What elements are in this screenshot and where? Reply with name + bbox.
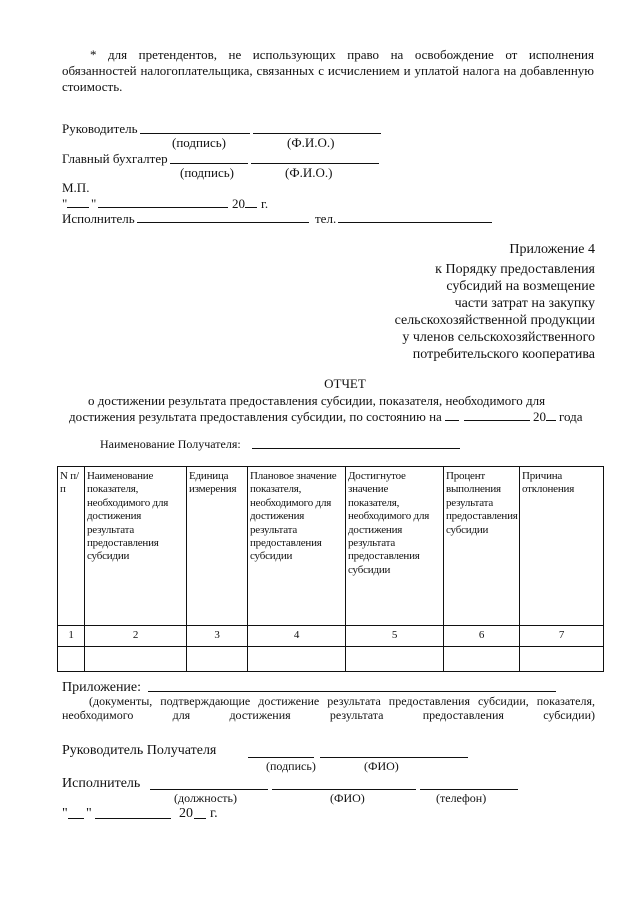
column-header: Наименование показателя, необходимого для достижения результата предоставления субсидии — [85, 467, 187, 626]
table-header-row — [58, 467, 604, 626]
appendix-line: сельскохозяйственной продукции — [394, 313, 595, 328]
table-cell[interactable] — [520, 647, 604, 672]
footer-date-year-suffix: г. — [210, 806, 218, 821]
recipient-line[interactable] — [252, 448, 460, 449]
column-number: 1 — [58, 626, 85, 647]
column-number: 5 — [346, 626, 444, 647]
column-header: Процент выполнения результата предоставления субсидии — [444, 467, 520, 626]
phone-line[interactable] — [338, 222, 492, 223]
table-cell[interactable] — [248, 647, 346, 672]
report-date-day-line[interactable] — [445, 420, 459, 421]
accountant-fio-caption: (Ф.И.О.) — [285, 165, 333, 180]
report-date-year-line[interactable] — [546, 420, 556, 421]
footer-date-quote-open: " — [62, 806, 68, 821]
executor-fio-caption: (ФИО) — [330, 791, 365, 805]
column-number: 6 — [444, 626, 520, 647]
recipient-head-fio-caption: (ФИО) — [364, 759, 399, 773]
head-signature-caption: (подпись) — [172, 135, 226, 150]
accountant-signature-caption: (подпись) — [180, 165, 234, 180]
date-quote-close: " — [91, 196, 97, 211]
appendix-line: части затрат на закупку — [454, 296, 595, 311]
executor-label: Исполнитель — [62, 211, 135, 226]
table-cell[interactable] — [346, 647, 444, 672]
column-number: 7 — [520, 626, 604, 647]
head-signature-line[interactable] — [140, 133, 250, 134]
column-header: Единица измерения — [187, 467, 248, 626]
footer-date-day-line[interactable] — [68, 818, 84, 819]
appendix-line: у членов сельскохозяйственного — [402, 330, 595, 345]
accountant-signature-line[interactable] — [170, 163, 248, 164]
date-year-prefix: 20 — [232, 196, 245, 211]
report-subtitle-line2: достижения результата предоставления субсидии, по состоянию на — [69, 409, 442, 424]
column-header: Достигнутое значение показателя, необходимого для достижения результата предоставления субсидии — [346, 467, 444, 626]
table-cell[interactable] — [58, 647, 85, 672]
report-table — [57, 466, 604, 672]
footer-date-month-line[interactable] — [95, 818, 171, 819]
attachment-label: Приложение: — [62, 680, 142, 695]
head-fio-line[interactable] — [253, 133, 381, 134]
appendix-line: потребительского кооператива — [412, 347, 595, 362]
report-title: ОТЧЕТ — [324, 376, 366, 391]
table-cell[interactable] — [444, 647, 520, 672]
date-month-line[interactable] — [98, 207, 228, 208]
head-fio-caption: (Ф.И.О.) — [287, 135, 335, 150]
attachment-note: (документы, подтверждающие достижение результата предоставления субсидии, показателя, необходимого для достижения результата предоставления субсидии) — [62, 694, 595, 722]
table-row — [58, 647, 604, 672]
column-number: 4 — [248, 626, 346, 647]
column-header: Причина отклонения — [520, 467, 604, 626]
recipient-label: Наименование Получателя: — [100, 437, 241, 451]
footer-date-quote-close: " — [86, 806, 92, 821]
column-header: Плановое значение показателя, необходимого для достижения результата предоставления субсидии — [248, 467, 346, 626]
appendix-line: к Порядку предоставления — [435, 262, 595, 277]
report-subtitle-line1: о достижении результата предоставления субсидии, показателя, необходимого для — [88, 393, 546, 408]
executor-fio-line[interactable] — [272, 789, 416, 790]
table-cell[interactable] — [85, 647, 187, 672]
recipient-head-signature-caption: (подпись) — [266, 759, 316, 773]
executor-phone-caption: (телефон) — [436, 791, 487, 805]
executor-line[interactable] — [137, 222, 309, 223]
date-year-line[interactable] — [245, 207, 257, 208]
recipient-head-fio-line[interactable] — [320, 757, 468, 758]
date-day-line[interactable] — [67, 207, 89, 208]
seal-mark: М.П. — [62, 180, 90, 195]
date-quote-open: " — [62, 196, 68, 211]
executor-position-caption: (должность) — [174, 791, 237, 805]
footer-executor-label: Исполнитель — [62, 776, 141, 791]
executor-phone-line[interactable] — [420, 789, 518, 790]
table-cell[interactable] — [187, 647, 248, 672]
table-number-row — [58, 626, 604, 647]
report-date-month-line[interactable] — [464, 420, 530, 421]
footnote-text: * для претендентов, не использующих право на освобождение от исполнения обязанностей налогоплательщика, связанных с исчислением и уплатой налога на добавленную стоимость. — [62, 47, 594, 94]
accountant-fio-line[interactable] — [251, 163, 379, 164]
appendix-line: субсидий на возмещение — [446, 279, 595, 294]
executor-position-line[interactable] — [150, 789, 268, 790]
phone-label: тел. — [315, 211, 337, 226]
recipient-head-label: Руководитель Получателя — [62, 743, 217, 758]
head-label: Руководитель — [62, 121, 138, 136]
report-date-suffix: года — [559, 409, 583, 424]
column-number: 2 — [85, 626, 187, 647]
footer-date-year-line[interactable] — [194, 818, 206, 819]
attachment-line[interactable] — [148, 691, 556, 692]
appendix-title: Приложение 4 — [509, 242, 595, 257]
accountant-label: Главный бухгалтер — [62, 151, 168, 166]
footer-date-year-prefix: 20 — [179, 806, 193, 821]
column-number: 3 — [187, 626, 248, 647]
date-year-suffix: г. — [261, 196, 269, 211]
recipient-head-signature-line[interactable] — [248, 757, 314, 758]
column-header: N п/п — [58, 467, 85, 626]
report-date-year-prefix: 20 — [533, 409, 546, 424]
